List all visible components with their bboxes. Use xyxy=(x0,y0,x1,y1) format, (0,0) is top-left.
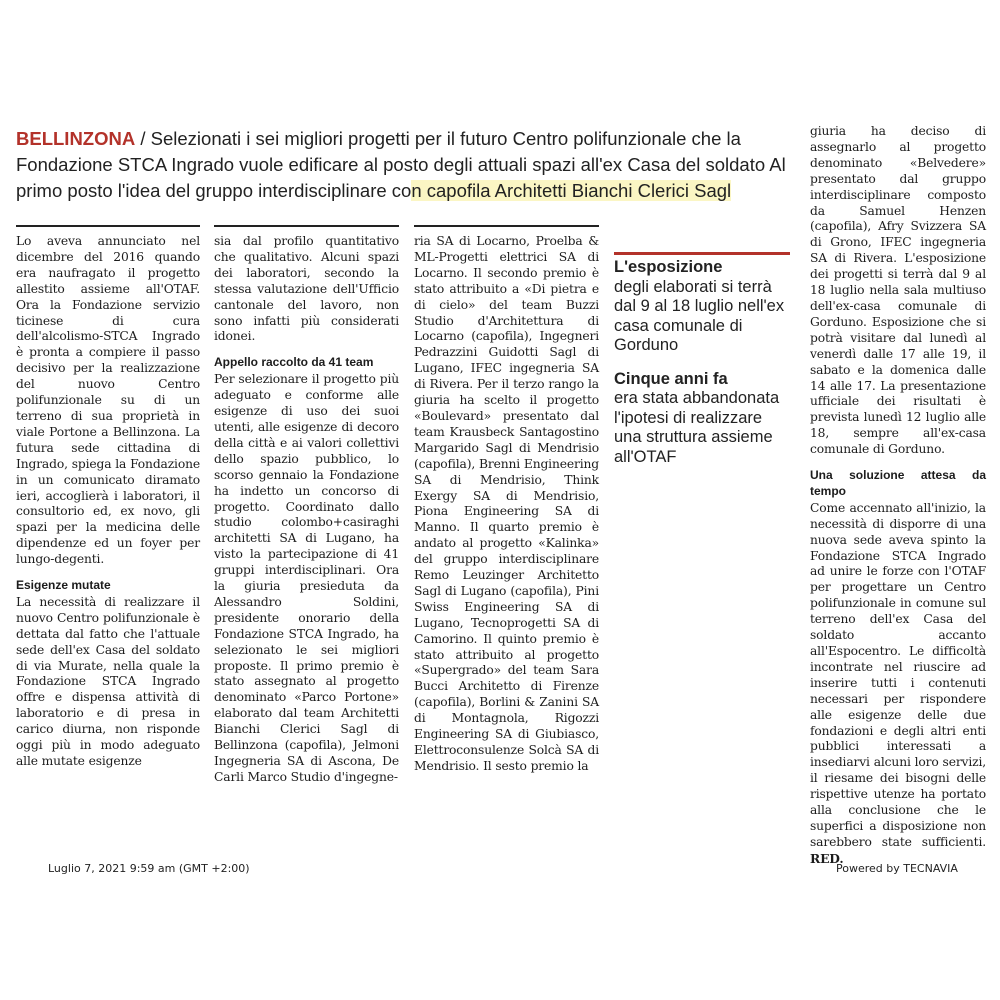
headline-separator: / xyxy=(135,128,151,149)
paragraph: giuria ha deciso di assegnarlo al progetto denominato «Belvedere» presentato dal gruppo interdisciplinare composto da Samuel Henzen (capofila), Afry Svizzera SA di Grono, IFEC ingegneria SA di Rivera. L'esposizione dei progetti si terrà dal 9 al 18 luglio nella sala multiuso dell'ex-casa comunale di Gorduno. Esposizione che si potrà visitare dal lunedì al venerdì dalle 17 alle 19, il sabato e la domenica dalle 14 alle 17. La presentazione ufficiale dei risultati è prevista lunedì 12 luglio alle 18, sempre all'ex-casa comunale di Gorduno. xyxy=(810,124,986,457)
footer-date: Luglio 7, 2021 9:59 am (GMT +2:00) xyxy=(48,862,250,875)
box-text: degli elaborati si terrà dal 9 al 18 luglio nell'ex casa comunale di Gorduno xyxy=(614,277,785,354)
box-heading: Cinque anni fa xyxy=(614,369,728,388)
paragraph: sia dal profilo quantitativo che qualitativo. Alcuni spazi dei laboratori, secondo la stessa valutazione dell'Ufficio cantonale del lavoro, non sono infatti più considerati idonei. xyxy=(214,234,399,344)
article-column-3 xyxy=(414,234,599,775)
footer-powered-by: Powered by TECNAVIA xyxy=(836,862,958,875)
article-column-2 xyxy=(214,234,399,786)
headline-text: Selezionati i sei migliori progetti per il futuro Centro polifunzionale che la Fondazione STCA Ingrado vuole edificare al posto degli attuali spazi all'ex Casa del soldato Al primo posto l'idea del gruppo interdisciplinare co xyxy=(16,128,786,201)
column-rule-2 xyxy=(214,225,399,227)
paragraph-text: Come accennato all'inizio, la necessità di disporre di una nuova sede aveva spinto la Fondazione STCA Ingrado ad unire le forze con l'OTAF per progettare un Centro polifunzionale in comune sul terreno dell'ex Casa del soldato accanto all'Espocentro. Le difficoltà incontrate nel riuscire ad inserire tutti i contenuti necessari per rispondere alle esigenze delle due fondazioni e degli altri enti pubblici interessati a insediarvi alcuni loro servizi, il riesame dei bisogni delle rispettive utenze ha portato alla conclusione che le superfici a disposizione non sarebbero state sufficienti. xyxy=(810,500,986,849)
headline-highlighted-text: n capofila Architetti Bianchi Clerici Sagl xyxy=(411,180,732,201)
box-heading: L'esposizione xyxy=(614,258,723,276)
article-column-1 xyxy=(16,234,200,770)
paragraph xyxy=(810,501,986,868)
column-rule-3 xyxy=(414,225,599,227)
article-headline xyxy=(16,126,796,204)
box-rule xyxy=(614,252,790,255)
subheading: Appello raccolto da 41 team xyxy=(214,355,374,370)
subheading: Esigenze mutate xyxy=(16,578,111,593)
info-box xyxy=(614,258,790,481)
article-column-5 xyxy=(810,124,986,868)
paragraph: ria SA di Locarno, Proelba & ML-Progetti elettrici SA di Locarno. Il secondo premio è stato attribuito a «Di pietra e di cielo» del team Buzzi Studio d'Architettura di Locarno (capofila), Ingegneri Pedrazzini Guidotti Sagl di Lugano, IFEC ingegneria SA di Rivera. Per il terzo rango la giuria ha scelto il progetto «Boulevard» presentato dal team Krausbeck Santagostino Margarido Sagl di Mendrisio (capofila), Brenni Engineering SA di Mendrisio, Think Exergy SA di Mendrisio, Piona Engineering SA di Manno. Il quarto premio è andato al progetto «Kalinka» del gruppo interdisciplinare Remo Leuzinger Architetto Sagl di Lugano (capofila), Pini Swiss Engineering SA di Lugano, Tecnoprogetti SA di Camorino. Il quinto premio è stato attribuito al progetto «Supergrado» del team Sara Bucci Architetto di Firenze (capofila), Borlini & Zanini SA di Montagnola, Rigozzi Engineering SA di Giubiasco, Elettroconsulenze Solcà SA di Mendrisio. Il sesto premio la xyxy=(414,234,599,773)
author-signature: RED. xyxy=(810,850,844,866)
subheading: Una soluzione attesa da tempo xyxy=(810,468,986,498)
paragraph: Lo aveva annunciato nel dicembre del 2016 quando era naufragato il progetto allestito assieme all'OTAF. Ora la Fondazione servizio ticinese di cura dell'alcolismo-STCA Ingrado è pronta a compiere il passo decisivo per la realizzazione del nuovo Centro polifunzionale su di un terreno di sua proprietà in viale Portone a Bellinzona. La futura sede cittadina di Ingrado, spiega la Fondazione in un comunicato diramato ieri, accoglierà i laboratori, il consultorio ed, ex novo, gli spazi per la medicina delle dipendenze ed un foyer per lungo-degenti. xyxy=(16,234,200,567)
paragraph: La necessità di realizzare il nuovo Centro polifunzionale è dettata dal fatto che l'attuale sede dell'ex Casa del soldato di via Murate, nella quale la Fondazione STCA Ingrado offre e dispensa attività di laboratorio e di presa in carico diurna, non risponde oggi più in modo adeguato alle mutate esigenze xyxy=(16,594,200,768)
column-rule-1 xyxy=(16,225,200,227)
paragraph: Per selezionare il progetto più adeguato e conforme alle esigenze di uso dei suoi utenti, alle esigenze di decoro della città e ai valori collettivi dello spazio pubblico, lo scorso gennaio la Fondazione ha indetto un concorso di progetto. Coordinato dallo studio colombo+casiraghi architetti SA di Lugano, ha visto la partecipazione di 41 gruppi interdisciplinari. Ora la giuria presieduta da Alessandro Soldini, presidente onorario della Fondazione STCA Ingrado, ha selezionato le sei migliori proposte. Il primo premio è stato assegnato al progetto denominato «Parco Portone» elaborato dal team Architetti Bianchi Clerici Sagl di Bellinzona (capofila), Jelmoni Ingegneria SA di Ascona, De Carli Marco Studio d'ingegne- xyxy=(214,372,399,784)
headline-kicker: BELLINZONA xyxy=(16,128,136,149)
box-text: era stata abbandonata l'ipotesi di realizzare una struttura assieme all'OTAF xyxy=(614,389,780,466)
